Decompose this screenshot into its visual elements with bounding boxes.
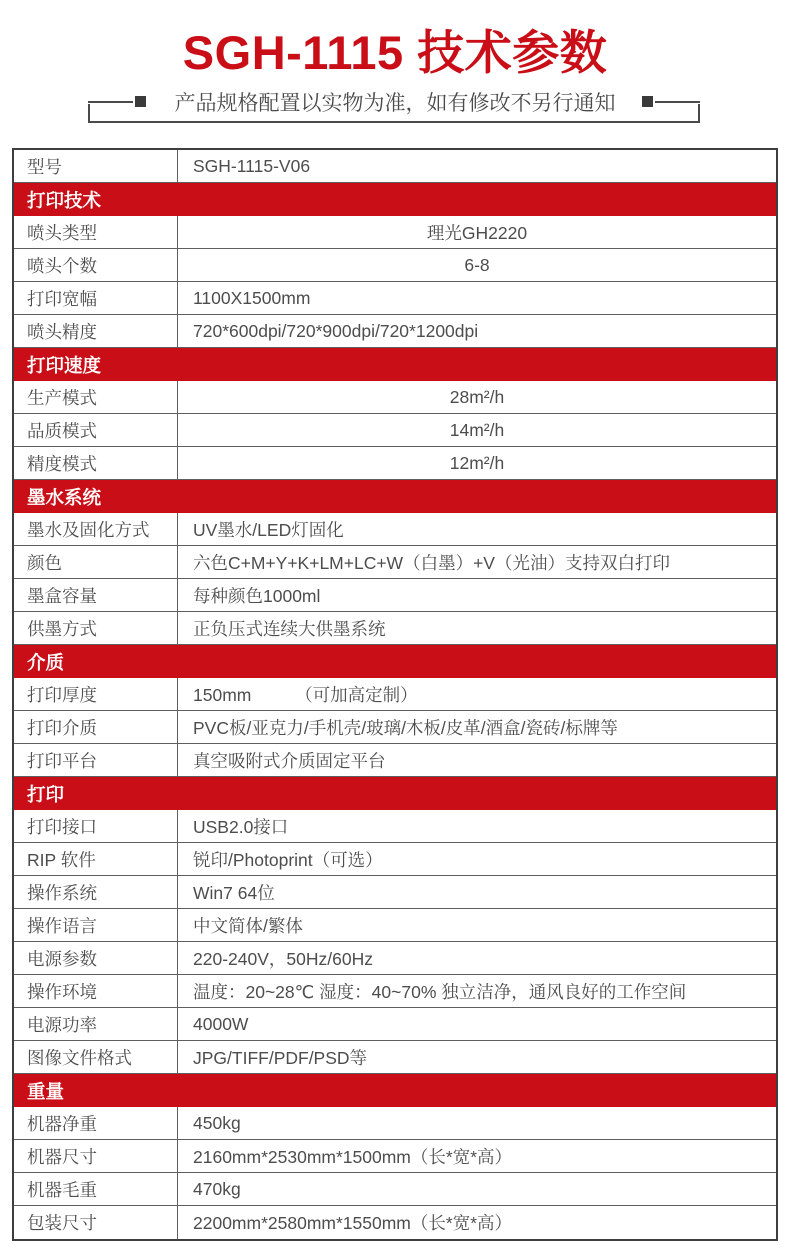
- spec-label: 喷头个数: [14, 249, 178, 281]
- spec-row: [14, 909, 776, 942]
- spec-label: 操作环境: [14, 975, 178, 1007]
- page-subtitle: 产品规格配置以实物为准，如有修改不另行通知: [174, 92, 616, 115]
- spec-value: SGH-1115-V06: [193, 155, 311, 176]
- spec-row: [14, 1041, 776, 1074]
- section-header-row: [14, 480, 776, 513]
- spec-label: 操作语言: [14, 909, 178, 941]
- spec-value: Win7 64位: [193, 882, 275, 903]
- spec-row: [14, 1008, 776, 1041]
- spec-value: 2200mm*2580mm*1550mm（长*宽*高）: [193, 1213, 512, 1233]
- spec-row: [14, 315, 776, 348]
- spec-row: [14, 249, 776, 282]
- spec-label: 电源功率: [14, 1008, 178, 1040]
- spec-value: 450kg: [193, 1112, 241, 1133]
- page-header: [0, 0, 790, 126]
- spec-row: [14, 579, 776, 612]
- spec-row: [14, 447, 776, 480]
- spec-label: 颜色: [14, 546, 178, 578]
- spec-value: UV墨水/LED灯固化: [193, 519, 344, 540]
- spec-value: 150mm （可加高定制）: [193, 684, 418, 705]
- spec-row: [14, 216, 776, 249]
- spec-row: [14, 414, 776, 447]
- spec-value: 14m²/h: [449, 419, 505, 440]
- section-header-row: [14, 777, 776, 810]
- spec-row: [14, 942, 776, 975]
- spec-label: 精度模式: [14, 447, 178, 479]
- spec-row: [14, 546, 776, 579]
- spec-value: 6-8: [464, 254, 490, 275]
- spec-value: 12m²/h: [449, 452, 505, 473]
- spec-label: 喷头精度: [14, 315, 178, 347]
- spec-row: [14, 810, 776, 843]
- spec-row: [14, 843, 776, 876]
- spec-row: [14, 711, 776, 744]
- spec-row: [14, 381, 776, 414]
- spec-row: [14, 876, 776, 909]
- spec-value: 2160mm*2530mm*1500mm（长*宽*高）: [193, 1146, 512, 1167]
- spec-row: [14, 612, 776, 645]
- section-header-label: 重量: [27, 1080, 65, 1102]
- spec-value: 理光GH2220: [426, 222, 528, 243]
- spec-value: 720*600dpi/720*900dpi/720*1200dpi: [193, 320, 479, 341]
- spec-value: 真空吸附式介质固定平台: [193, 750, 386, 771]
- spec-value: USB2.0接口: [193, 816, 289, 837]
- section-header-label: 打印技术: [27, 189, 102, 211]
- section-header-row: [14, 1074, 776, 1107]
- section-header-label: 墨水系统: [27, 486, 102, 508]
- spec-row: [14, 282, 776, 315]
- spec-row: [14, 1206, 776, 1239]
- spec-label: 墨水及固化方式: [14, 513, 178, 545]
- spec-label: 打印介质: [14, 711, 178, 743]
- spec-row: [14, 513, 776, 546]
- spec-value: 温度：20~28℃ 湿度：40~70% 独立洁净，通风良好的工作空间: [193, 981, 687, 1002]
- spec-label: 机器毛重: [14, 1173, 178, 1205]
- spec-label: RIP 软件: [14, 843, 178, 875]
- spec-label: 电源参数: [14, 942, 178, 974]
- spec-row: [14, 150, 776, 183]
- spec-value: 28m²/h: [449, 386, 505, 407]
- spec-label: 打印平台: [14, 744, 178, 776]
- spec-label: 打印接口: [14, 810, 178, 842]
- spec-label: 机器净重: [14, 1107, 178, 1139]
- spec-value: 1100X1500mm: [193, 287, 311, 308]
- spec-value: 每种颜色1000ml: [193, 585, 321, 606]
- spec-value: 4000W: [193, 1013, 249, 1034]
- spec-label: 生产模式: [14, 381, 178, 413]
- subtitle-band: [65, 86, 725, 126]
- spec-value: JPG/TIFF/PDF/PSD等: [193, 1047, 368, 1068]
- spec-row: [14, 1107, 776, 1140]
- spec-value: 中文简体/繁体: [193, 915, 303, 936]
- spec-value: 六色C+M+Y+K+LM+LC+W（白墨）+V（光油）支持双白打印: [193, 552, 670, 573]
- spec-row: [14, 1173, 776, 1206]
- spec-label: 喷头类型: [14, 216, 178, 248]
- spec-label: 图像文件格式: [14, 1041, 178, 1073]
- section-header-row: [14, 183, 776, 216]
- spec-row: [14, 1140, 776, 1173]
- section-header-row: [14, 348, 776, 381]
- spec-label: 包装尺寸: [14, 1206, 178, 1239]
- spec-value: 锐印/Photoprint（可选）: [193, 849, 383, 870]
- section-header-label: 打印速度: [27, 354, 102, 376]
- spec-table: [12, 148, 778, 1241]
- spec-label: 品质模式: [14, 414, 178, 446]
- spec-label: 打印厚度: [14, 678, 178, 710]
- spec-value: 正负压式连续大供墨系统: [193, 618, 386, 639]
- spec-label: 打印宽幅: [14, 282, 178, 314]
- spec-row: [14, 744, 776, 777]
- spec-label: 操作系统: [14, 876, 178, 908]
- page-title: SGH-1115 技术参数: [182, 26, 608, 79]
- spec-row: [14, 975, 776, 1008]
- spec-label: 型号: [14, 150, 178, 182]
- section-header-label: 介质: [27, 651, 65, 673]
- spec-value: PVC板/亚克力/手机壳/玻璃/木板/皮革/酒盒/瓷砖/标牌等: [193, 717, 618, 738]
- spec-label: 墨盒容量: [14, 579, 178, 611]
- spec-label: 机器尺寸: [14, 1140, 178, 1172]
- spec-value: 220-240V，50Hz/60Hz: [193, 948, 373, 969]
- spec-value: 470kg: [193, 1178, 241, 1199]
- section-header-label: 打印: [27, 783, 65, 805]
- spec-row: [14, 678, 776, 711]
- section-header-row: [14, 645, 776, 678]
- spec-label: 供墨方式: [14, 612, 178, 644]
